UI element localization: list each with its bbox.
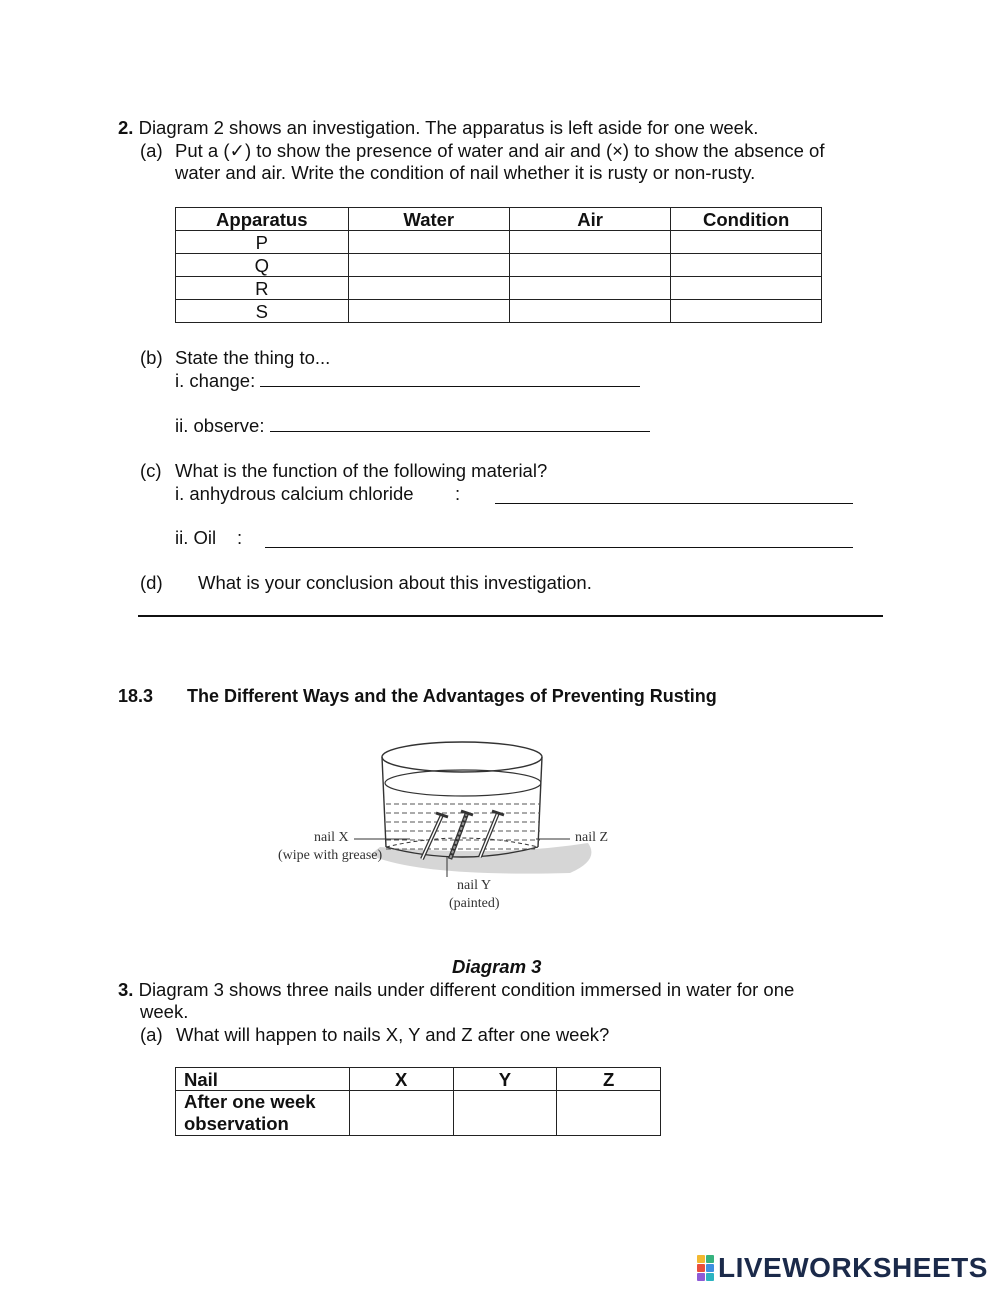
label-nail-z: nail Z [575,830,609,845]
part-b-i-label: i. change: [175,370,256,391]
answer-cell-condition-p[interactable] [671,231,822,254]
answer-cell-water-q[interactable] [348,254,509,277]
part-a-line-2: water and air. Write the condition of nail whether it is rusty or non-rusty. [175,162,756,183]
answer-cell-condition-q[interactable] [671,254,822,277]
answer-cell-z[interactable] [557,1091,661,1136]
part-b-ii-label: ii. observe: [175,415,265,436]
header-x: X [349,1068,453,1091]
part-d-label: (d) [140,572,163,593]
answer-cell-x[interactable] [349,1091,453,1136]
table-row [176,300,822,323]
question-text: Diagram 2 shows an investigation. The apparatus is left aside for one week. [138,117,759,138]
question-number: 2. [118,117,134,138]
question-number: 3. [118,979,134,1000]
answer-cell-water-p[interactable] [348,231,509,254]
answer-cell-y[interactable] [453,1091,557,1136]
part-b-label: (b) [140,347,163,368]
logo-square [697,1273,705,1281]
apparatus-s: S [176,300,349,323]
question-3-line-2: week. [140,1001,189,1022]
answer-cell-water-r[interactable] [348,277,509,300]
answer-cell-water-s[interactable] [348,300,509,323]
row-label-line-2: observation [184,1113,289,1134]
logo-square [706,1264,714,1272]
logo-square [697,1264,705,1272]
part-c-label: (c) [140,460,162,481]
logo-square [697,1255,705,1263]
section-number: 18.3 [118,686,154,706]
answer-blank-observe[interactable] [270,415,650,432]
nail-observation-table [175,1067,661,1136]
header-water: Water [348,208,509,231]
answer-blank-oil[interactable] [265,531,853,548]
header-condition: Condition [671,208,822,231]
row-label-observation [176,1091,350,1136]
header-air: Air [510,208,671,231]
part-c-ii-label: ii. Oil [175,527,217,548]
answer-line-conclusion[interactable] [138,615,883,617]
apparatus-q: Q [176,254,349,277]
table-header-row [176,208,822,231]
answer-cell-air-q[interactable] [510,254,671,277]
beaker-rim [382,742,542,772]
table-row [176,254,822,277]
header-apparatus: Apparatus [176,208,349,231]
part-c-text: What is the function of the following material? [175,460,548,481]
liveworksheets-logo [697,1252,988,1284]
part-d-text: What is your conclusion about this investigation. [198,572,592,593]
section-title: The Different Ways and the Advantages of Preventing Rusting [187,686,717,706]
part-c-i-label: i. anhydrous calcium chloride [175,483,414,504]
label-nail-x: nail X [314,830,349,845]
answer-blank-change[interactable] [260,370,640,387]
label-nail-x-condition: (wipe with grease) [278,848,383,863]
diagram-3-caption: Diagram 3 [452,956,542,977]
table-row [176,277,822,300]
apparatus-r: R [176,277,349,300]
question-3-a-label: (a) [140,1024,163,1045]
answer-cell-condition-r[interactable] [671,277,822,300]
row-label-line-1: After one week [184,1091,316,1112]
logo-square [706,1273,714,1281]
part-a-line-1: Put a (✓) to show the presence of water and air and (×) to show the absence of [175,140,825,161]
answer-blank-calcium-chloride[interactable] [495,487,853,504]
nail-z [480,811,504,857]
header-z: Z [557,1068,661,1091]
water-surface [385,770,541,796]
part-c-ii-colon: : [237,527,243,548]
part-a-label: (a) [140,140,163,161]
table-row [176,1091,661,1136]
question-2-intro [118,117,758,139]
question-3-a-text: What will happen to nails X, Y and Z after one week? [176,1024,610,1045]
answer-cell-air-s[interactable] [510,300,671,323]
logo-icon [697,1255,714,1281]
header-y: Y [453,1068,557,1091]
label-nail-y: nail Y [457,878,492,893]
part-b-i [175,370,640,392]
logo-square [706,1255,714,1263]
question-3-line-1 [118,979,794,1001]
header-nail: Nail [176,1068,350,1091]
answer-cell-air-p[interactable] [510,231,671,254]
part-b-text: State the thing to... [175,347,331,368]
label-nail-y-condition: (painted) [449,896,500,911]
question-text: Diagram 3 shows three nails under different condition immersed in water for one [138,979,795,1000]
answer-cell-condition-s[interactable] [671,300,822,323]
part-b-ii [175,415,650,437]
beaker-shadow [370,843,591,874]
part-c-i-colon: : [455,483,461,504]
answer-cell-air-r[interactable] [510,277,671,300]
table-header-row [176,1068,661,1091]
apparatus-p: P [176,231,349,254]
apparatus-table [175,207,822,323]
logo-text: LIVEWORKSHEETS [718,1252,988,1283]
table-row [176,231,822,254]
